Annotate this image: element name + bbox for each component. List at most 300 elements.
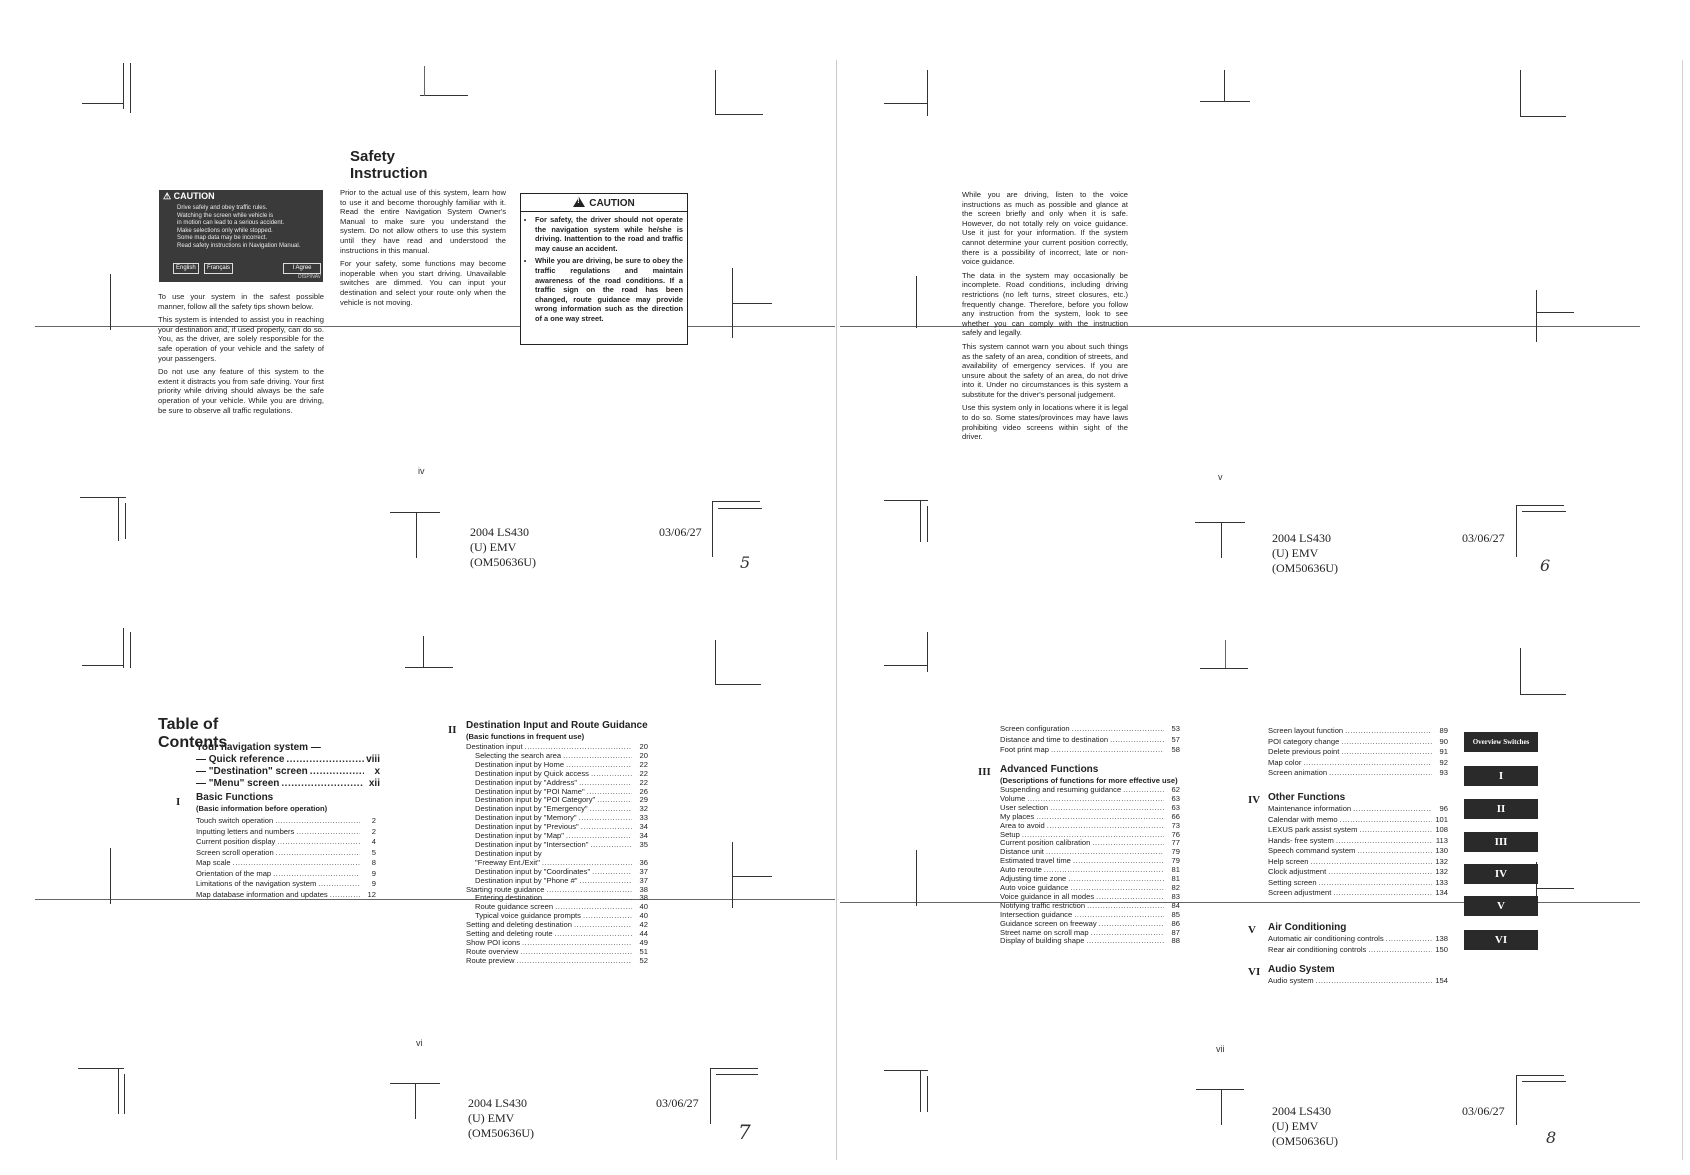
dot-leader [1068, 875, 1164, 884]
section-subtitle: (Basic functions in frequent use) [466, 732, 585, 741]
dot-leader [544, 894, 632, 903]
toc-entry-page: 81 [1171, 865, 1180, 875]
toc-entry-page: 63 [1171, 802, 1180, 812]
tab-section-2[interactable]: II [1464, 799, 1538, 819]
dot-leader [1345, 726, 1432, 737]
dot-leader [277, 837, 360, 848]
footer-date: 03/06/27 [659, 525, 702, 539]
toc-entry[interactable] [1268, 815, 1448, 826]
toc-entry-page: 82 [1171, 882, 1180, 892]
handwritten-page-mark: 6 [1540, 556, 1551, 575]
toc-entry[interactable] [1000, 822, 1180, 831]
toc-entry[interactable] [1268, 747, 1448, 758]
toc-entry-label: Starting route guidance [466, 884, 545, 894]
dot-leader [517, 957, 632, 966]
dot-leader [597, 796, 632, 805]
toc-entry-label: Destination input [466, 742, 523, 751]
toc-entry-page: 5 [371, 847, 376, 857]
francais-button[interactable]: Français [204, 263, 233, 274]
toc-entry-label: Screen scroll operation [196, 847, 274, 857]
toc-entry-label: Map scale [196, 858, 231, 867]
toc-entry-page: 134 [1435, 888, 1448, 897]
dot-leader [1311, 857, 1432, 868]
toc-entry-label: Destination input by "Phone #" [475, 875, 578, 885]
tab-section-3[interactable]: III [1464, 832, 1538, 852]
dot-leader [1123, 786, 1164, 795]
toc-entry-label: Automatic air conditioning controls [1268, 934, 1384, 943]
dot-leader [1328, 867, 1432, 878]
toc-entry-label: Auto reroute [1000, 865, 1042, 875]
safety-paragraph: For your safety, some functions may become inoperable when you start driving. Unavailable switches are dimmed. You can input your destination and select your route only when the vehicle is not moving. [340, 259, 506, 307]
toc-entry-page: 73 [1171, 820, 1180, 830]
toc-entry[interactable] [1268, 804, 1448, 815]
caution-item: • While you are driving, be sure to obey the traffic regulations and maintain awareness of the road conditions. If a traffic sign on the road has been changed, route guidance may provide wrong information such as the direction of a one way street. [535, 256, 683, 323]
footer-model: 2004 LS430 (U) EMV (OM50636U) [1272, 1104, 1338, 1148]
toc-entry-label: Destination input by "Map" [475, 831, 564, 841]
toc-entry-page: 26 [639, 786, 648, 796]
page-number: vii [1216, 1044, 1225, 1054]
toc-entry-label: Map database information and updates [196, 889, 328, 899]
toc-entry[interactable] [196, 869, 376, 880]
caution-box [520, 193, 688, 345]
toc-entry-page: 44 [639, 929, 648, 939]
toc-entry-page: 81 [1171, 874, 1180, 884]
toc-entry[interactable] [1268, 878, 1448, 889]
dot-leader [276, 848, 360, 859]
toc-entry-label: Hands- free system [1268, 835, 1334, 845]
dot-leader [273, 869, 360, 880]
toc-entry-label: Calendar with memo [1268, 814, 1338, 824]
screen-corner-label: DISP/NAV [298, 273, 321, 280]
dot-leader [275, 816, 360, 827]
toc-entry-label: Voice guidance in all modes [1000, 891, 1095, 901]
dot-leader [1340, 815, 1432, 826]
toc-entry-page: 49 [639, 937, 648, 947]
toc-section-other [1268, 792, 1448, 899]
toc-entry-page: 38 [639, 893, 648, 903]
toc-entry-page: 20 [639, 742, 648, 751]
section-title: Other Functions [1268, 792, 1346, 803]
toc-entry-label: Destination input by "POI Category" [475, 795, 596, 805]
toc-entry-page: 53 [1171, 724, 1180, 733]
toc-entry[interactable] [1268, 976, 1448, 987]
safety-column-2 [340, 188, 506, 311]
toc-entry-label: Destination input by [475, 848, 542, 858]
dot-leader [583, 912, 632, 921]
toc-entry-page: 40 [639, 902, 648, 912]
toc-entry-label: Touch switch operation [196, 816, 274, 825]
section-title: Destination Input and Route Guidance [466, 720, 648, 731]
section-title: Audio System [1268, 964, 1335, 975]
toc-entry-label: Foot print map [1000, 745, 1049, 754]
dot-leader [1096, 893, 1164, 902]
section-title: Air Conditioning [1268, 922, 1347, 933]
toc-entry[interactable] [196, 858, 376, 869]
toc-entry-page: 36 [639, 857, 648, 867]
safety-paragraph: Prior to the actual use of this system, learn how to use it and become thoroughly familiar with it. Read the entire Navigation System Owner's Manual to make sure you understand the system. Do not allow others to use this system until they have read and understood the instructions in this manual. [340, 188, 506, 255]
toc-entry-label: Screen layout function [1268, 726, 1344, 735]
screen-caution-label: CAUTION [173, 191, 215, 201]
tab-section-4[interactable]: IV [1464, 864, 1538, 884]
toc-entry-label: Destination input by "Emergency" [475, 804, 588, 814]
section-numeral: III [978, 766, 991, 778]
dot-leader [520, 948, 632, 957]
toc-entry-page: 138 [1435, 934, 1448, 943]
section-numeral: I [176, 796, 181, 808]
toc-entry-label: Destination input by "POI Name" [475, 786, 585, 796]
dot-leader [1341, 747, 1432, 758]
dot-leader [1110, 735, 1164, 746]
toc-entry[interactable]: Your navigation system — [196, 742, 321, 753]
toc-entry[interactable] [1000, 786, 1180, 795]
safety-paragraph: While you are driving, listen to the voice instructions as much as possible and glance at the screen briefly and only when it is safe. However, do not totally rely on voice guidance. Use it just for your information. If the system cannot determine your current position correctly, there is a possibility of incorrect, late or non- voice guidance. [962, 190, 1128, 267]
toc-entry-page: 9 [371, 868, 376, 878]
toc-entry-page: 87 [1171, 927, 1180, 937]
dot-leader [1316, 976, 1432, 987]
caution-item: • For safety, the driver should not operate the navigation system while he/she is driving. Inattention to the road and traffic may cause an accident. [535, 215, 683, 253]
section-numeral: VI [1248, 966, 1261, 978]
screen-line: Drive safely and obey traffic rules. [177, 205, 268, 211]
caution-screen-image [159, 190, 323, 282]
safety-paragraph: The data in the system may occasionally be incomplete. Road conditions, including driving restrictions (no left turns, street closures, etc.) frequently change. Therefore, before you follow any instruction from the system, look to see whether you can comply with the instruction safely and legally. [962, 270, 1128, 338]
toc-entry-label: Destination input by "Intersection" [475, 839, 589, 849]
toc-entry-page: 63 [1171, 793, 1180, 803]
page-title: Safety Instruction [350, 148, 428, 182]
toc-entry[interactable] [196, 879, 376, 890]
dot-leader [580, 877, 633, 886]
quick-reference-list [196, 742, 380, 790]
toc-right-top-rows [1268, 726, 1448, 779]
page-number: vi [416, 1038, 423, 1048]
toc-entry-label: "Freeway Ent./Exit" [475, 857, 540, 867]
toc-entry-page: 33 [639, 813, 648, 823]
toc-entry[interactable] [196, 827, 376, 838]
dot-leader [1047, 822, 1164, 831]
dot-leader [590, 841, 632, 850]
toc-entry-label: Setup [1000, 829, 1020, 839]
screen-line: Some map data may be incorrect. [177, 235, 268, 241]
toc-entry-label: Delete previous point [1268, 747, 1340, 756]
toc-title: Table of Contents [158, 716, 228, 751]
toc-entry[interactable] [1000, 724, 1180, 735]
toc-entry[interactable] [196, 848, 376, 859]
toc-entry[interactable] [1268, 846, 1448, 857]
toc-entry-page: 22 [639, 777, 648, 787]
toc-section-basic [196, 792, 376, 900]
toc-entry-page: 52 [639, 955, 648, 965]
toc-entry[interactable] [1268, 934, 1448, 945]
toc-entry-page: 96 [1439, 804, 1448, 813]
toc-entry-page: 29 [639, 795, 648, 805]
tab-section-5[interactable]: V [1464, 896, 1538, 916]
toc-entry-page: 58 [1171, 745, 1180, 754]
toc-entry-label: Map color [1268, 757, 1302, 767]
toc-entry-page: 22 [639, 768, 648, 778]
dot-leader [1091, 929, 1164, 938]
footer-date: 03/06/27 [656, 1096, 699, 1110]
toc-entry-page: 34 [639, 831, 648, 841]
toc-entry-page: 88 [1171, 936, 1180, 946]
toc-entry-label: Destination input by Home [475, 759, 565, 769]
toc-entry-label: Route guidance screen [475, 902, 554, 912]
toc-entry[interactable] [196, 816, 376, 827]
toc-entry-page: 2 [371, 816, 376, 825]
dot-leader [1368, 945, 1432, 956]
toc-entry[interactable] [1268, 737, 1448, 748]
dot-leader [318, 879, 360, 890]
toc-entry-page: 133 [1435, 877, 1448, 887]
dot-leader [1051, 745, 1164, 756]
toc-entry-label: Screen configuration [1000, 724, 1070, 733]
toc-entry-label: Guidance screen on freeway [1000, 918, 1097, 928]
dot-leader [1353, 804, 1432, 815]
toc-entry-page: 51 [639, 946, 648, 956]
dot-leader [1336, 836, 1432, 847]
dot-leader [1092, 839, 1164, 848]
toc-entry-label: Screen animation [1268, 768, 1328, 777]
toc-entry[interactable]: — "Menu" screen ..... xii [196, 778, 380, 790]
dot-leader [1341, 737, 1432, 748]
toc-entry-page: 79 [1171, 847, 1180, 857]
toc-entry-page: 38 [639, 884, 648, 894]
dot-leader [1086, 937, 1164, 946]
toc-entry-page: 93 [1439, 768, 1448, 777]
toc-entry-label: My places [1000, 811, 1035, 821]
toc-entry-page: 113 [1435, 835, 1448, 845]
page-number: iv [418, 466, 425, 476]
toc-entry-page: 35 [639, 839, 648, 849]
toc-entry[interactable] [1268, 945, 1448, 956]
handwritten-page-mark: 7 [738, 1120, 751, 1144]
toc-entry[interactable] [1000, 735, 1180, 746]
toc-entry[interactable] [1268, 825, 1448, 836]
toc-entry-page: 32 [639, 804, 648, 814]
screen-line: Watching the screen while vehicle is [177, 212, 274, 219]
toc-entry-label: Distance and time to destination [1000, 734, 1109, 744]
section-subtitle: (Descriptions of functions for more effective use) [1000, 776, 1178, 785]
dot-leader [574, 921, 632, 930]
toc-entry[interactable] [1268, 888, 1448, 899]
toc-entry-page: 150 [1435, 944, 1448, 954]
toc-entry-page: 86 [1171, 918, 1180, 928]
toc-entry-label: Selecting the search area [475, 750, 562, 760]
dot-leader [563, 752, 632, 761]
footer-model: 2004 LS430 (U) EMV (OM50636U) [468, 1096, 534, 1140]
toc-entry[interactable] [196, 890, 376, 901]
toc-entry-page: 37 [639, 866, 648, 876]
toc-continued-rows [1000, 724, 1180, 756]
section-title: Advanced Functions [1000, 764, 1099, 775]
toc-entry-page: 83 [1171, 891, 1180, 901]
toc-entry[interactable] [1268, 726, 1448, 737]
toc-entry-label: Help screen [1268, 856, 1309, 866]
toc-entry-label: Destination input by "Previous" [475, 822, 579, 832]
safety-paragraph: To use your system in the safest possible manner, follow all the safety tips shown below. [158, 292, 324, 311]
toc-entry[interactable] [1268, 857, 1448, 868]
toc-entry-page: 90 [1439, 736, 1448, 746]
toc-entry-page: 42 [639, 920, 648, 930]
toc-entry-label: Setting screen [1268, 877, 1317, 887]
toc-entry-label: Screen adjustment [1268, 888, 1332, 897]
toc-entry-page: 37 [639, 875, 648, 885]
toc-entry-label: Suspending and resuming guidance [1000, 785, 1122, 794]
dot-leader [579, 814, 632, 823]
toc-entry-label: Current position display [196, 837, 276, 846]
toc-entry-label: Adjusting time zone [1000, 874, 1067, 884]
dot-leader [1087, 902, 1164, 911]
dot-leader [1073, 857, 1164, 866]
toc-entry-label: Current position calibration [1000, 838, 1091, 848]
toc-entry-label: Show POI icons [466, 937, 521, 947]
dot-leader [1386, 934, 1432, 945]
toc-entry-page: 20 [639, 750, 648, 760]
section-subtitle: (Basic information before operation) [196, 804, 328, 813]
dot-leader [1333, 888, 1432, 899]
section-title: Basic Functions [196, 792, 274, 803]
dot-leader [1357, 846, 1432, 857]
toc-entry-label: Auto voice guidance [1000, 882, 1069, 892]
toc-section-air [1268, 922, 1448, 955]
safety-paragraph: This system cannot warn you about such things as the safety of an area, condition of streets, and availability of emergency services. If you are unsure about the safety of an area, do not drive into it. Under no circumstances is this system a substitute for the driver's personal judgement. [962, 341, 1128, 399]
tab-section-6[interactable]: VI [1464, 930, 1538, 950]
dot-leader [1072, 724, 1164, 735]
toc-entry-page: 108 [1435, 825, 1448, 834]
toc-section-audio [1268, 964, 1448, 987]
toc-entry-page: 40 [639, 911, 648, 921]
toc-entry-page: 22 [639, 759, 648, 769]
toc-entry-label: Distance unit [1000, 847, 1044, 857]
voice-guidance-text [962, 190, 1128, 446]
toc-entry-page: 89 [1439, 726, 1448, 735]
toc-entry-label: Speech command system [1268, 846, 1356, 855]
toc-entry[interactable]: — "Destination" screen ..... x [196, 766, 380, 778]
toc-section-destination [466, 720, 648, 966]
dot-leader [1303, 758, 1432, 769]
toc-entry-label: Estimated travel time [1000, 856, 1071, 866]
screen-line: Make selections only while stopped. [177, 227, 273, 234]
toc-entry-label: Inputting letters and numbers [196, 826, 295, 836]
footer-model: 2004 LS430 (U) EMV (OM50636U) [470, 525, 536, 569]
dot-leader [1050, 804, 1164, 813]
toc-entry-label: Area to avoid [1000, 820, 1045, 830]
safety-paragraph: This system is intended to assist you in reaching your destination and, if used properly, can do so. You, as the driver, are solely responsible for the safe operation of your vehicle and the safety of your passengers. [158, 315, 324, 363]
dot-leader [590, 805, 632, 814]
toc-entry-page: 9 [371, 879, 376, 888]
toc-entry-label: Orientation of the map [196, 868, 272, 878]
handwritten-page-mark: 8 [1546, 1128, 1557, 1147]
toc-entry[interactable] [1268, 867, 1448, 878]
toc-entry-label: Intersection guidance [1000, 909, 1073, 919]
toc-entry-label: Maintenance information [1268, 804, 1352, 813]
i-agree-button[interactable]: I Agree [283, 263, 321, 274]
toc-entry-label: Street name on scroll map [1000, 927, 1089, 937]
section-numeral: IV [1248, 794, 1261, 806]
screen-line: in motion can lead to a serious accident. [177, 220, 285, 226]
dot-leader [1329, 768, 1432, 779]
safety-column-1 [158, 292, 324, 419]
toc-entry-page: 92 [1439, 757, 1448, 767]
toc-entry[interactable]: — Quick reference ..... viii [196, 754, 380, 766]
tab-overview-switches[interactable]: Overview Switches [1464, 732, 1538, 752]
toc-section-advanced [1000, 764, 1180, 946]
dot-leader [592, 868, 632, 877]
section-numeral: V [1248, 924, 1256, 936]
toc-entry-page: 79 [1171, 856, 1180, 866]
toc-entry-label: Typical voice guidance prompts [475, 911, 581, 921]
toc-entry-label: Route overview [466, 946, 519, 956]
dot-leader [522, 939, 632, 948]
toc-entry[interactable] [196, 837, 376, 848]
toc-entry[interactable] [466, 957, 648, 966]
toc-entry-label: Limitations of the navigation system [196, 879, 317, 888]
toc-entry-page: 34 [639, 822, 648, 832]
toc-entry-page: 4 [371, 837, 376, 846]
dot-leader [1099, 920, 1164, 929]
toc-entry-label: Setting and deleting destination [466, 920, 572, 930]
toc-entry-page: 57 [1171, 734, 1180, 744]
dot-leader [296, 827, 360, 838]
toc-entry-page: 132 [1435, 856, 1448, 866]
toc-entry[interactable] [1000, 937, 1180, 946]
toc-entry-page: 77 [1171, 838, 1180, 848]
tab-section-1[interactable]: I [1464, 766, 1538, 786]
toc-entry-page: 8 [371, 858, 376, 867]
screen-line: Read safety instructions in Navigation Manual. [177, 242, 301, 249]
toc-entry[interactable] [1268, 768, 1448, 779]
safety-paragraph: Do not use any feature of this system to the extent it distracts you from safe driving. Your first priority while driving should always be the safe operation of your vehicle. While you are driving, be sure to observe all traffic regulations. [158, 367, 324, 415]
dot-leader [1036, 813, 1164, 822]
toc-entry-label: Destination input by Quick access [475, 768, 589, 778]
toc-entry-page: 132 [1435, 867, 1448, 876]
toc-entry-page: 66 [1171, 811, 1180, 821]
toc-entry-label: Setting and deleting route [466, 929, 553, 939]
toc-entry-page: 84 [1171, 900, 1180, 910]
toc-entry-label: Destination input by "Memory" [475, 813, 577, 823]
dot-leader [233, 858, 360, 869]
dot-leader [1359, 825, 1432, 836]
toc-entry[interactable] [1268, 758, 1448, 769]
english-button[interactable]: English [173, 263, 199, 274]
dot-leader [330, 890, 360, 901]
toc-entry-label: Rear air conditioning controls [1268, 944, 1367, 954]
toc-entry-page: 154 [1435, 976, 1448, 985]
toc-entry-page: 62 [1171, 785, 1180, 794]
toc-entry-label: Clock adjustment [1268, 867, 1327, 876]
toc-entry-label: Route preview [466, 955, 515, 965]
toc-entry-page: 12 [367, 889, 376, 899]
toc-entry-page: 101 [1435, 814, 1448, 824]
toc-entry-page: 2 [371, 826, 376, 836]
toc-entry-page: 91 [1439, 747, 1448, 756]
caution-title: CAUTION [589, 198, 635, 209]
toc-entry-label: Notifying traffic restriction [1000, 900, 1086, 910]
toc-entry[interactable] [1000, 745, 1180, 756]
toc-entry-label: User selection [1000, 802, 1049, 812]
dot-leader [555, 930, 632, 939]
toc-entry[interactable] [1268, 836, 1448, 847]
warning-triangle-icon [573, 197, 585, 207]
dot-leader [581, 823, 632, 832]
toc-entry-label: Display of building shape [1000, 936, 1085, 946]
dot-leader [1319, 878, 1432, 889]
section-numeral: II [448, 724, 457, 736]
toc-entry-label: Volume [1000, 793, 1026, 803]
toc-entry-label: Entering destination [475, 893, 543, 903]
footer-model: 2004 LS430 (U) EMV (OM50636U) [1272, 531, 1338, 575]
warning-triangle-icon: ⚠ [163, 191, 172, 201]
toc-entry-page: 76 [1171, 829, 1180, 839]
dot-leader [591, 770, 632, 779]
